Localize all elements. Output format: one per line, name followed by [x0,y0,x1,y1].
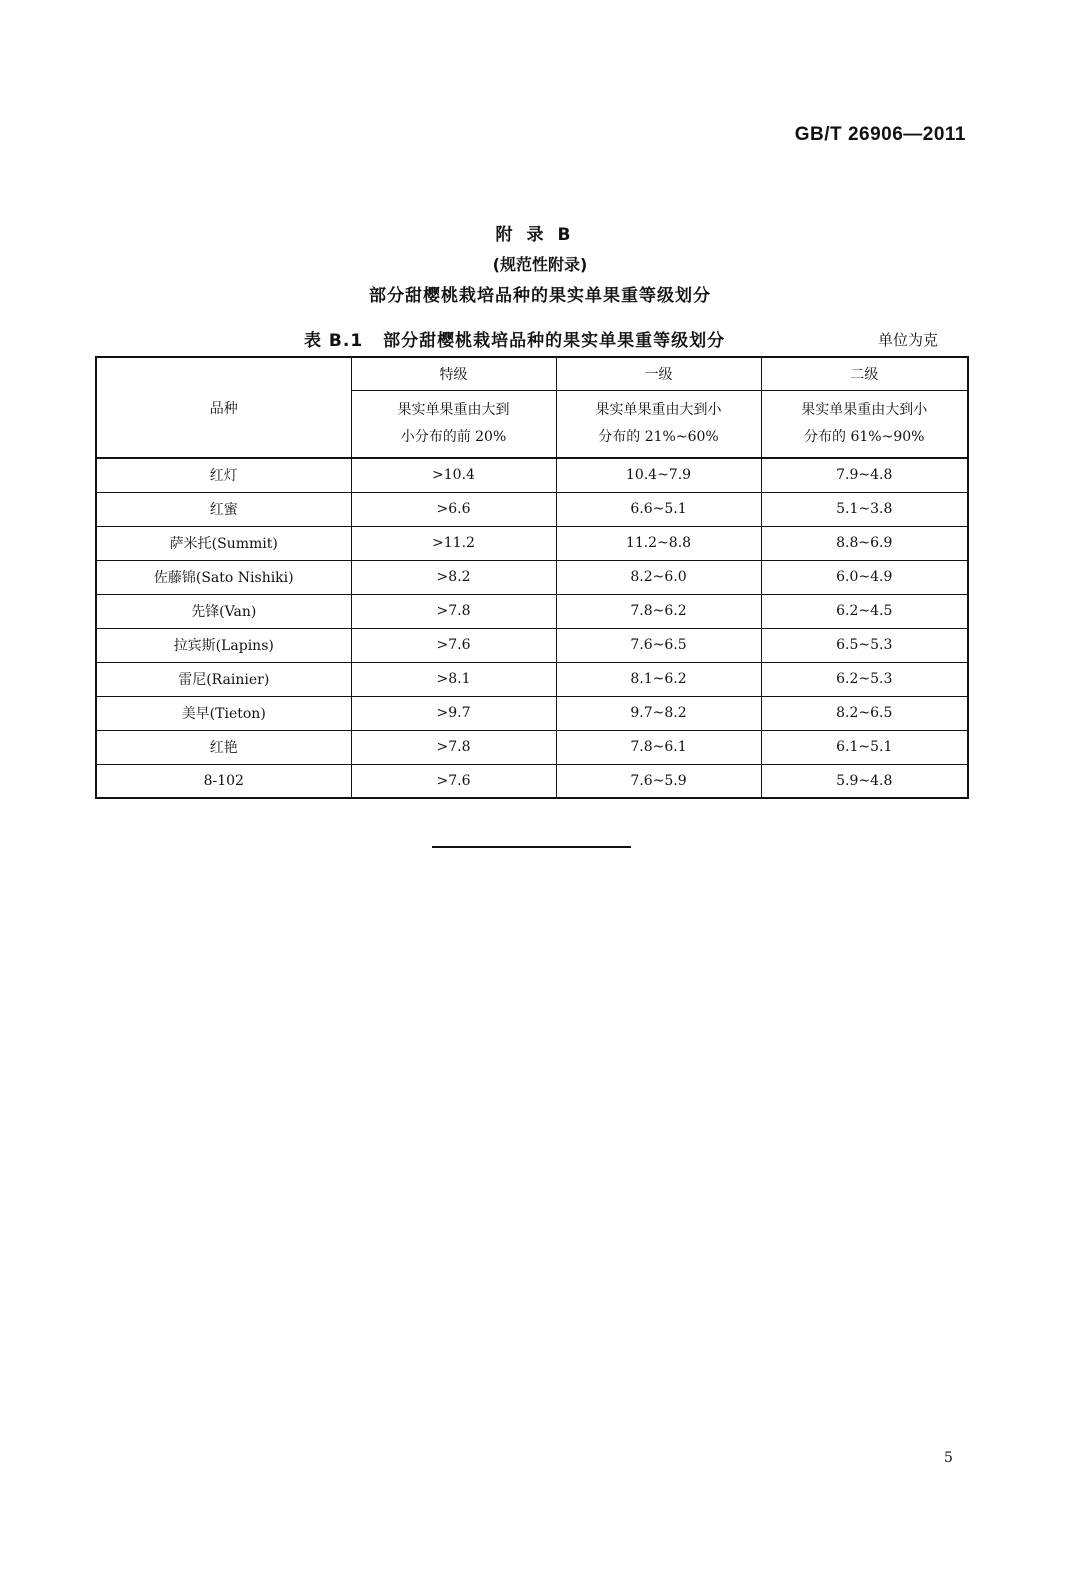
appendix-title: 附录B [495,225,585,245]
cell-first: 8.1~6.2 [556,662,761,696]
cell-second: 5.1~3.8 [761,492,968,526]
cell-variety: 先锋(Van) [96,594,351,628]
header-criteria-first [556,391,761,459]
criteria-line: 果实单果重由大到小 [595,402,722,418]
cell-variety: 8-102 [96,764,351,798]
cell-second: 7.9~4.8 [761,458,968,492]
criteria-line: 小分布的前 20% [400,429,507,445]
cell-premium: >6.6 [351,492,556,526]
cell-second: 8.2~6.5 [761,696,968,730]
header-grade-first: 一级 [556,357,761,391]
criteria-line: 分布的 61%~90% [804,429,925,445]
cell-second: 6.1~5.1 [761,730,968,764]
criteria-line: 果实单果重由大到小 [801,402,928,418]
cell-second: 6.0~4.9 [761,560,968,594]
cell-variety: 拉宾斯(Lapins) [96,628,351,662]
cell-first: 10.4~7.9 [556,458,761,492]
end-rule [432,846,631,848]
cell-premium: >7.6 [351,628,556,662]
cell-first: 7.8~6.1 [556,730,761,764]
cell-premium: >7.8 [351,730,556,764]
cell-premium: >8.1 [351,662,556,696]
header-variety: 品种 [96,357,351,458]
table-caption-number: 表 B.1 [304,331,364,351]
appendix-subject: 部分甜樱桃栽培品种的果实单果重等级划分 [369,286,711,306]
cell-first: 7.8~6.2 [556,594,761,628]
cell-premium: >7.8 [351,594,556,628]
cell-premium: >9.7 [351,696,556,730]
table-row [96,764,968,798]
standard-code: GB/T 26906—2011 [794,124,966,145]
header-grade-premium: 特级 [351,357,556,391]
cell-variety: 红艳 [96,730,351,764]
appendix-type: (规范性附录) [492,255,588,274]
header-criteria-premium [351,391,556,459]
cell-second: 6.2~5.3 [761,662,968,696]
page-number: 5 [944,1450,953,1466]
cell-premium: >8.2 [351,560,556,594]
cell-first: 9.7~8.2 [556,696,761,730]
cell-second: 5.9~4.8 [761,764,968,798]
table-caption [304,326,725,351]
cell-second: 6.5~5.3 [761,628,968,662]
criteria-line: 果实单果重由大到 [397,402,510,418]
cell-second: 6.2~4.5 [761,594,968,628]
cell-second: 8.8~6.9 [761,526,968,560]
cell-first: 7.6~6.5 [556,628,761,662]
table-row [96,662,968,696]
cell-premium: >10.4 [351,458,556,492]
table-row [96,526,968,560]
cell-first: 6.6~5.1 [556,492,761,526]
table-row [96,594,968,628]
cell-variety: 美早(Tieton) [96,696,351,730]
cell-variety: 红蜜 [96,492,351,526]
cell-variety: 佐藤锦(Sato Nishiki) [96,560,351,594]
cell-variety: 雷尼(Rainier) [96,662,351,696]
table-row [96,492,968,526]
table-row [96,730,968,764]
header-criteria-second [761,391,968,459]
header-grade-second: 二级 [761,357,968,391]
criteria-line: 分布的 21%~60% [598,429,719,445]
cell-variety: 萨米托(Summit) [96,526,351,560]
grade-table [95,356,969,799]
header-row-grades [96,357,968,391]
cell-premium: >7.6 [351,764,556,798]
cell-first: 8.2~6.0 [556,560,761,594]
table-caption-title: 部分甜樱桃栽培品种的果实单果重等级划分 [383,331,726,351]
cell-first: 11.2~8.8 [556,526,761,560]
cell-first: 7.6~5.9 [556,764,761,798]
cell-premium: >11.2 [351,526,556,560]
table-row [96,696,968,730]
table-row [96,628,968,662]
unit-note: 单位为克 [878,331,939,349]
cell-variety: 红灯 [96,458,351,492]
table-row [96,458,968,492]
table-row [96,560,968,594]
